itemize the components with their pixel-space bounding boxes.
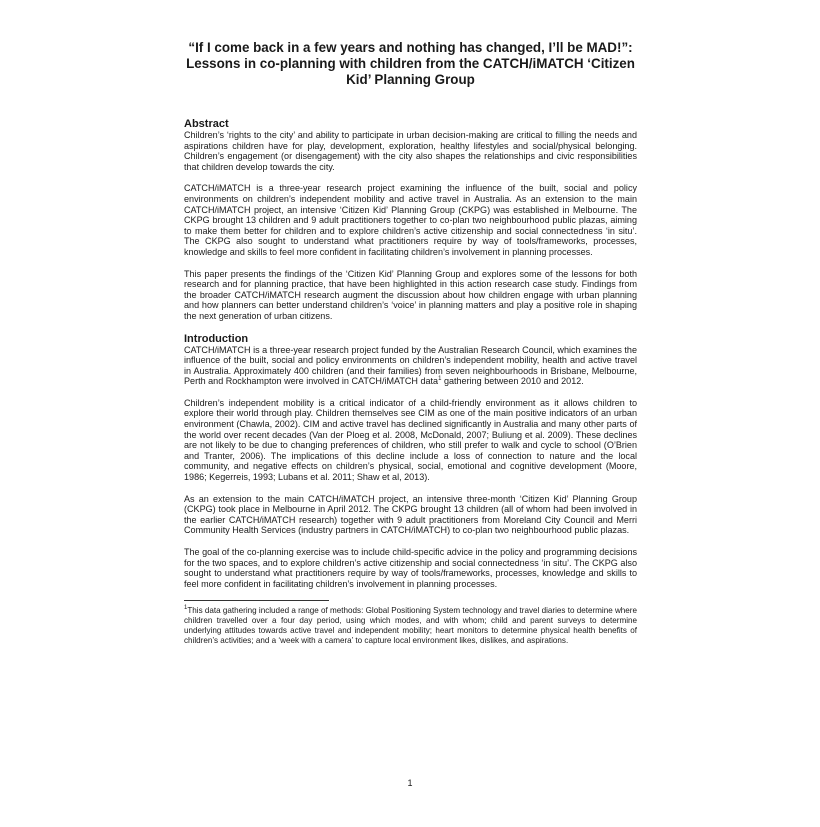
page-number: 1 (407, 778, 413, 788)
footnote-marker: 1 (184, 605, 188, 612)
abstract-paragraph-2: CATCH/iMATCH is a three-year research project examining the influence of the built, social and policy environments on children’s independent mobility and active travel in Australia. As an extension to the main CATCH/iMATCH project, an intensive ‘Citizen Kid’ Planning Group (CKPG) was established in Melbourne. The CKPG brought 13 children and 9 adult practitioners together to co-plan two neighbourhood public plazas, aiming to make them better for children and to explore children’s active citizenship and social connectedness ‘in situ’. The CKPG also sought to understand what practitioners require by way of tools/frameworks, processes, knowledge and skills to feel more confident in facilitating children’s involvement in planning processes. (184, 183, 637, 257)
introduction-paragraph-2: Children’s independent mobility is a critical indicator of a child-friendly environment as it allows children to explore their world through play. Children themselves see CIM as one of the main positive indicators of an urban environment (Chawla, 2002). CIM and active travel has declined significantly in Australia and many other parts of the world over recent decades (Van der Ploeg et al. 2008, McDonald, 2007; Buliung et al. 2009). These declines are not likely to be due to changing preferences of children, who still prefer to walk and cycle to school (O’Brien and Tranter, 2006). The implications of this decline include a loss of connection to nature and the local community, and negative effects on children’s physical, social, emotional and cognitive development (Moore, 1986; Kegerreis, 1993; Lubans et al. 2011; Shaw et al, 2013). (184, 397, 637, 483)
introduction-paragraph-1 (184, 345, 637, 387)
introduction-paragraph-3: As an extension to the main CATCH/iMATCH project, an intensive three-month ‘Citizen Kid’ Planning Group (CKPG) took place in Melbourne in April 2012. The CKPG brought 13 children (all of whom had been involved in the earlier CATCH/iMATCH research) together with 9 adult practitioners from Moreland City Council and Merri Community Health Services (industry partners in CATCH/iMATCH) to co-plan two neighbourhood public plazas. (184, 493, 637, 536)
introduction-paragraph-4: The goal of the co-planning exercise was to include child-specific advice in the policy and programming decisions for the two spaces, and to explore children’s active citizenship and social connectedness ‘in situ’. The CKPG also sought to understand what practitioners require by way of tools/frameworks, processes, knowledge and skills to feel more confident in facilitating children’s involvement in planning processes. (184, 547, 637, 589)
abstract-paragraph-1: Children’s ‘rights to the city’ and ability to participate in urban decision-making are critical to filling the needs and aspirations children have for play, development, exploration, healthy lifestyles and social/physical belonging. Children’s engagement (or disengagement) with the city also shapes the relationships and civic responsibilities that children develop towards the city. (184, 130, 637, 172)
abstract-paragraph-3: This paper presents the findings of the ‘Citizen Kid’ Planning Group and explores some of the lessons for both research and for planning practice, that have been highlighted in this action research case study. Findings from the broader CATCH/iMATCH research augment the discussion about how children engage with urban planning and how planners can better understand children’s ‘voice’ in planning matters and play a positive role in shaping the next generation of urban citizens. (184, 268, 637, 321)
footnote (184, 606, 637, 645)
footnote-divider (184, 600, 329, 601)
page-content (184, 40, 637, 646)
footnote-reference: 1 (438, 376, 442, 383)
abstract-heading: Abstract (184, 118, 229, 130)
introduction-paragraph-1-text-end: gathering between 2010 and 2012. (441, 376, 584, 387)
introduction-heading: Introduction (184, 332, 249, 345)
footnote-text: This data gathering included a range of methods: Global Positioning System technology and travel diaries to determine where children travelled over a four day period, using which modes, and with whom; child and parent surveys to determine underlying attitudes towards active travel and independent mobility; heart monitors to determine physical health benefits of children’s activities; and a ‘week with a camera’ to capture local environment likes, dislikes, and aspirations. (184, 606, 637, 645)
introduction-paragraph-1-text: CATCH/iMATCH is a three-year research project funded by the Australian Research Council, which examines the influence of the built, social and policy environments on children’s independent mobility, health and active travel in Australia. Approximately 400 children (and their families) from seven neighbourhoods in Brisbane, Melbourne, Perth and Rockhampton were involved in CATCH/iMATCH data (184, 344, 637, 387)
paper-title: “If I come back in a few years and nothing has changed, I’ll be MAD!”: Lessons in co-planning with children from the CATCH/iMATCH ‘Citizen Kid’ Planning Group (186, 40, 635, 87)
